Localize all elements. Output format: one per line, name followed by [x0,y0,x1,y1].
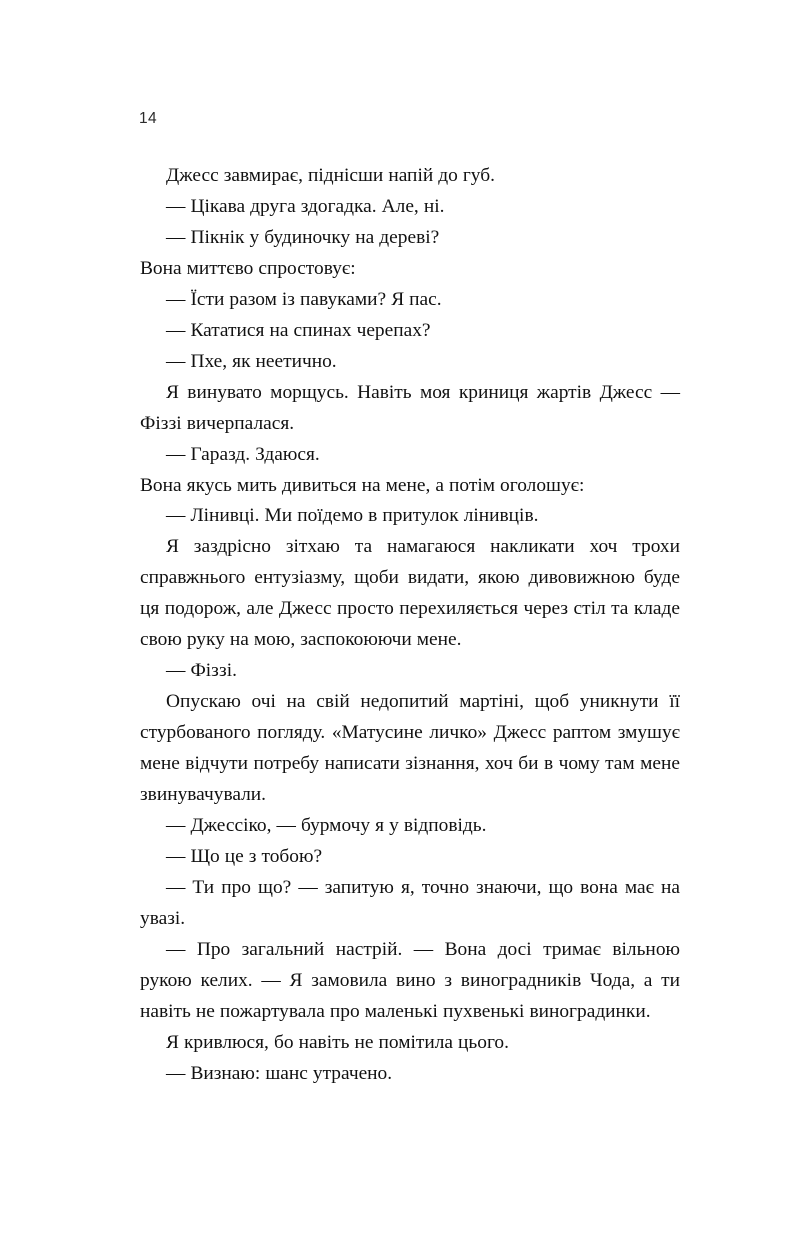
paragraph: Я кривлюся, бо навіть не помітила цього. [166,1031,509,1053]
paragraph: — Про загальний настрій. — Вона досі тримає вільною рукою келих. — Я замовила вино з виноградників Чода, а ти навіть не пожартувала про маленькі пухвенькі виноградинки. [140,938,680,1022]
paragraph: Я винувато морщусь. Навіть моя криниця жартів Джесс — Фіззі вичерпалася. [140,381,680,434]
paragraph: — Цікава друга здогадка. Але, ні. [166,195,445,217]
paragraph: Джесс завмирає, піднісши напій до губ. [166,165,495,186]
paragraph: — Гаразд. Здаюся. [166,443,320,465]
paragraph: — Кататися на спинах черепах? [166,319,431,341]
paragraph: — Пікнік у будиночку на дереві? [166,226,440,248]
paragraph: — Пхе, як неетично. [166,350,337,372]
paragraph: — Що це з тобою? [166,845,323,867]
paragraph: — Лінивці. Ми поїдемо в притулок лінивців. [166,505,539,527]
page-number: 14 [139,110,158,127]
paragraph: — Визнаю: шанс утрачено. [166,1062,393,1084]
paragraph: Опускаю очі на свій недопитий мартіні, щоб уникнути її стурбованого погляду. «Матусине личко» Джесс раптом змушує мене відчути потребу написати зізнання, хоч би в чому там мене звинувачували. [140,691,680,806]
body-text-block [140,161,680,1090]
paragraph: Вона миттєво спростовує: [140,257,356,279]
paragraph: — Їсти разом із павуками? Я пас. [166,288,442,310]
paragraph: Я заздрісно зітхаю та намагаюся накликати хоч трохи справжнього ентузіазму, щоби видати, якою дивовижною буде ця подорож, але Джесс просто перехиляється через стіл та кладе свою руку на мою, заспокоюючи мене. [140,536,680,651]
paragraph: — Фіззі. [166,660,237,682]
paragraph: — Ти про що? — запитую я, точно знаючи, що вона має на увазі. [140,876,680,929]
paragraph: Вона якусь мить дивиться на мене, а потім оголошує: [140,474,585,496]
paragraph: — Джессіко, — бурмочу я у відповідь. [166,815,487,837]
